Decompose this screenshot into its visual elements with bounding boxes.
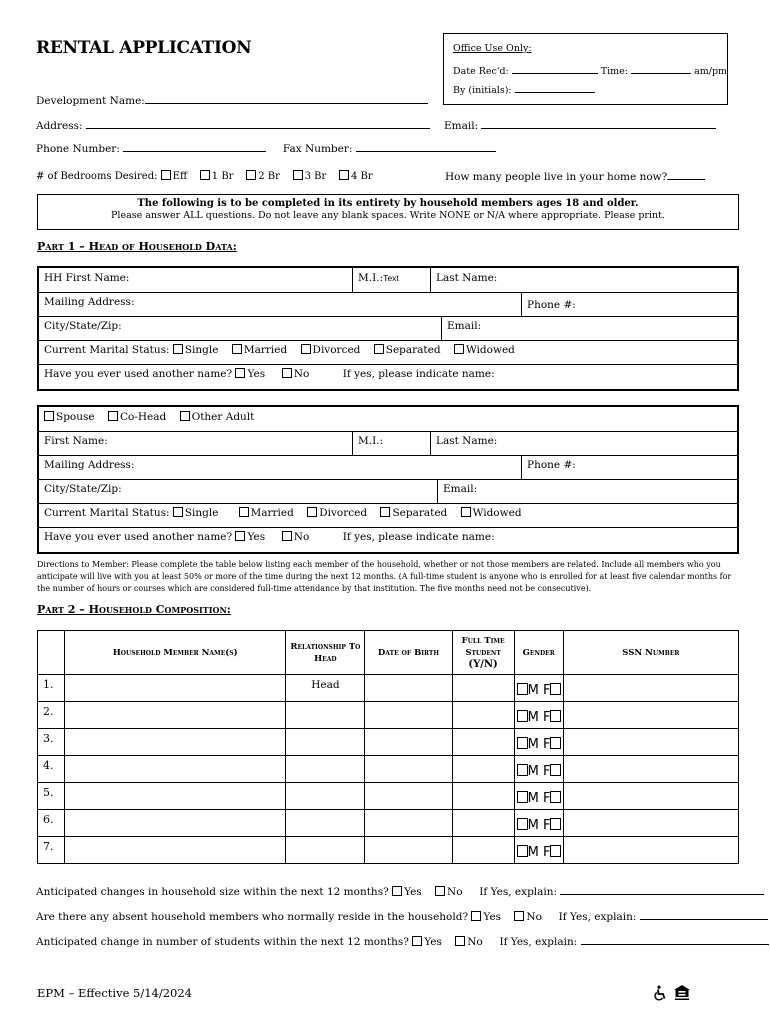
- name-header: Household Member Name(s): [65, 631, 286, 675]
- gender-m-label: M: [527, 710, 539, 725]
- adult-if-yes-label: If yes, please indicate name:: [342, 531, 495, 543]
- hh-other-name-row: [39, 364, 737, 389]
- time-field[interactable]: [631, 63, 691, 74]
- adult-mailing-field[interactable]: [39, 455, 139, 479]
- hh-widowed-checkbox[interactable]: [454, 344, 464, 354]
- marital-option-label: Separated: [385, 344, 441, 356]
- q1-yes-checkbox[interactable]: [392, 886, 402, 896]
- student-cell[interactable]: [452, 810, 514, 837]
- q1-no-checkbox[interactable]: [435, 886, 445, 896]
- gender-cell: [514, 702, 563, 729]
- q3-no-checkbox[interactable]: [455, 936, 465, 946]
- initials-field[interactable]: [515, 82, 595, 93]
- hh-first-name-field[interactable]: [39, 268, 134, 292]
- people-label: How many people live in your home now?: [445, 171, 668, 183]
- row-number-label: 3.: [43, 732, 54, 745]
- student-header-line: Full Time: [461, 635, 505, 646]
- student-cell[interactable]: [452, 729, 514, 756]
- member-name-cell[interactable]: [65, 729, 286, 756]
- date-recd-label: Date Rec'd:: [453, 66, 509, 77]
- student-header-line: Student: [465, 647, 501, 658]
- row-number: [38, 702, 65, 729]
- gender-m-label: M: [527, 818, 539, 833]
- phone-field[interactable]: [123, 141, 266, 152]
- bedroom-eff-checkbox[interactable]: [161, 170, 171, 180]
- row-number-label: 5.: [43, 786, 54, 799]
- hh-name-row: [39, 268, 737, 293]
- student-cell[interactable]: [452, 837, 514, 864]
- table-row: [38, 702, 739, 729]
- member-name-cell[interactable]: [65, 783, 286, 810]
- adult-other-name-yes-checkbox[interactable]: [235, 531, 245, 541]
- ssn-cell[interactable]: [563, 783, 738, 810]
- adult-mi-label: M.I.:: [358, 435, 384, 447]
- development-field[interactable]: [145, 93, 428, 104]
- relationship-cell[interactable]: [286, 783, 365, 810]
- address-label: Address:: [36, 120, 83, 132]
- office-use-heading: Office Use Only:: [453, 43, 532, 54]
- hh-last-name-field[interactable]: [430, 268, 502, 292]
- date-recd-field[interactable]: [512, 63, 598, 74]
- q3-yes-checkbox[interactable]: [412, 936, 422, 946]
- row-number: [38, 756, 65, 783]
- ampm-label: am/pm: [694, 66, 728, 77]
- gender-f-checkbox[interactable]: [550, 710, 561, 722]
- hh-marital-label: Current Marital Status:: [44, 344, 170, 356]
- no-label: No: [467, 936, 483, 948]
- part2-title: Part 2 – Household Composition:: [37, 603, 231, 616]
- adult-email-field[interactable]: [437, 479, 482, 503]
- gender-f-label: F: [543, 737, 551, 752]
- relationship-header: Relationship To Head: [286, 631, 365, 675]
- hh-city-field[interactable]: [39, 316, 127, 340]
- gender-m-checkbox[interactable]: [517, 764, 528, 776]
- adult-city-label: City/State/Zip:: [44, 483, 122, 495]
- hh-email-label: Email:: [447, 320, 482, 332]
- q2-no-checkbox[interactable]: [514, 911, 524, 921]
- yes-label: Yes: [247, 531, 266, 543]
- marital-option-label: Widowed: [472, 507, 522, 519]
- notice-bold: The following is to be completed in its entirety by household members ages 18 and older.: [137, 198, 639, 209]
- relationship-value: Head: [311, 679, 340, 691]
- gender-m-label: M: [527, 845, 539, 860]
- explain-label: If Yes, explain:: [479, 886, 558, 898]
- notice-box: [37, 194, 739, 230]
- member-name-cell[interactable]: [65, 702, 286, 729]
- adult-other-name-no-checkbox[interactable]: [282, 531, 292, 541]
- adult-first-name-field[interactable]: [39, 431, 113, 455]
- question-text: Are there any absent household members who normally reside in the household?: [36, 911, 469, 923]
- adult-phone-label: Phone #:: [527, 459, 576, 471]
- co-head-checkbox[interactable]: [108, 411, 118, 421]
- directions-text: Directions to Member: Please complete the table below listing each member of the household, whether or not those members are related. Include all members who you anticipate will live with you at least 50% or more of the time during the next 12 months. (A full-time student is anyone who is enrolled for at least five calendar months for the number of hours or courses which are considered full-time attendance by that institution. The five months need not be consecutive).: [37, 560, 732, 593]
- part1-title: Part 1 – Head of Household Data:: [37, 240, 237, 253]
- gender-f-checkbox[interactable]: [550, 818, 561, 830]
- relationship-cell[interactable]: [286, 756, 365, 783]
- marital-option-label: Divorced: [312, 344, 361, 356]
- office-use-box: [443, 33, 728, 105]
- no-label: No: [293, 531, 310, 543]
- hh-mi-value: Text: [383, 273, 399, 283]
- adult-first-label: First Name:: [44, 435, 108, 447]
- student-cell[interactable]: [452, 675, 514, 702]
- gender-f-checkbox[interactable]: [550, 764, 561, 776]
- adult-type-label: Other Adult: [191, 411, 255, 423]
- gender-cell: [514, 837, 563, 864]
- hh-mi-label: M.I.:: [358, 272, 384, 284]
- gender-f-label: F: [543, 764, 551, 779]
- row-number: [38, 675, 65, 702]
- other-adult-checkbox[interactable]: [180, 411, 190, 421]
- gender-f-checkbox[interactable]: [550, 791, 561, 803]
- gender-m-checkbox[interactable]: [517, 737, 528, 749]
- no-label: No: [447, 886, 463, 898]
- gender-group: [515, 683, 562, 698]
- table-row: [38, 783, 739, 810]
- hh-phone-field[interactable]: [521, 292, 581, 316]
- gender-group: [515, 845, 562, 860]
- relationship-cell[interactable]: [286, 810, 365, 837]
- gender-f-label: F: [543, 818, 551, 833]
- row-number: [38, 783, 65, 810]
- gender-cell: [514, 729, 563, 756]
- row-number-label: 7.: [43, 840, 54, 853]
- hh-divorced-checkbox[interactable]: [301, 344, 311, 354]
- ssn-header: SSN Number: [563, 631, 738, 675]
- q1-explain-field[interactable]: [560, 884, 764, 895]
- dob-cell[interactable]: [365, 675, 452, 702]
- household-table: [37, 630, 739, 864]
- member-name-cell[interactable]: [65, 675, 286, 702]
- address-field[interactable]: [86, 118, 430, 129]
- bedroom-option-label: 1 Br: [211, 171, 234, 182]
- hh-mailing-field[interactable]: [39, 292, 139, 316]
- hh-phone-label: Phone #:: [527, 299, 576, 311]
- hh-mi-field[interactable]: [352, 268, 404, 292]
- marital-option-label: Married: [243, 344, 288, 356]
- adult-mailing-label: Mailing Address:: [44, 459, 135, 471]
- accessibility-icon: [652, 985, 668, 1005]
- ssn-cell[interactable]: [563, 675, 738, 702]
- adult-marital-label: Current Marital Status:: [44, 507, 170, 519]
- gender-f-checkbox[interactable]: [550, 683, 561, 695]
- address-row: [36, 118, 430, 132]
- adult-other-name-row: [39, 527, 737, 552]
- adult-marital-group: [39, 503, 527, 527]
- hh-email-field[interactable]: [441, 316, 486, 340]
- table-row: [38, 837, 739, 864]
- bedroom-3-checkbox[interactable]: [293, 170, 303, 180]
- gender-m-label: M: [527, 764, 539, 779]
- student-header: [452, 631, 514, 675]
- dob-cell[interactable]: [365, 702, 452, 729]
- gender-m-label: M: [527, 683, 539, 698]
- gender-f-label: F: [543, 710, 551, 725]
- adult-type-label: Spouse: [56, 411, 95, 423]
- table-row: [38, 810, 739, 837]
- ssn-cell[interactable]: [563, 756, 738, 783]
- table-header-row: [38, 631, 739, 675]
- row-number: [38, 810, 65, 837]
- explain-label: If Yes, explain:: [558, 911, 637, 923]
- gender-f-label: F: [543, 791, 551, 806]
- hh-other-name-yes-checkbox[interactable]: [235, 368, 245, 378]
- people-row: [445, 169, 705, 183]
- adult-widowed-checkbox[interactable]: [461, 507, 471, 517]
- hh-city-row: [39, 316, 737, 341]
- hh-mailing-label: Mailing Address:: [44, 296, 135, 308]
- explain-label: If Yes, explain:: [499, 936, 578, 948]
- question-text: Anticipated changes in household size within the next 12 months?: [36, 886, 389, 898]
- gender-group: [515, 791, 562, 806]
- adult-other-name-label: Have you ever used another name?: [44, 531, 233, 543]
- ssn-cell[interactable]: [563, 702, 738, 729]
- hh-first-label: HH First Name:: [44, 272, 130, 284]
- people-field[interactable]: [667, 169, 705, 180]
- marital-option-label: Married: [250, 507, 294, 519]
- office-initials-row: [453, 82, 595, 96]
- gender-group: [515, 764, 562, 779]
- row-number: [38, 729, 65, 756]
- relationship-cell[interactable]: [286, 675, 365, 702]
- fax-label: Fax Number:: [282, 143, 353, 155]
- gender-cell: [514, 675, 563, 702]
- gender-f-label: F: [543, 845, 551, 860]
- relationship-cell[interactable]: [286, 702, 365, 729]
- bedroom-4-checkbox[interactable]: [339, 170, 349, 180]
- adult-type-label: Co-Head: [119, 411, 167, 423]
- adult-married-checkbox[interactable]: [239, 507, 249, 517]
- yes-label: Yes: [404, 886, 422, 898]
- hh-other-name-group: [39, 364, 500, 389]
- num-header: [38, 631, 65, 675]
- relationship-cell[interactable]: [286, 729, 365, 756]
- email-row: [444, 118, 716, 132]
- spouse-checkbox[interactable]: [44, 411, 54, 421]
- adult-email-label: Email:: [443, 483, 478, 495]
- question-row: [36, 934, 769, 948]
- relationship-cell[interactable]: [286, 837, 365, 864]
- dob-cell[interactable]: [365, 729, 452, 756]
- equal-housing-icon: [673, 984, 691, 1005]
- yes-label: Yes: [424, 936, 442, 948]
- hh-city-label: City/State/Zip:: [44, 320, 122, 332]
- q2-yes-checkbox[interactable]: [471, 911, 481, 921]
- adult-other-name-group: [39, 527, 500, 552]
- time-label: Time:: [600, 66, 629, 77]
- marital-option-label: Divorced: [319, 507, 368, 519]
- hh-other-name-no-checkbox[interactable]: [282, 368, 292, 378]
- hh-married-checkbox[interactable]: [232, 344, 242, 354]
- bedroom-option-label: 2 Br: [258, 171, 280, 182]
- yes-label: Yes: [483, 911, 502, 923]
- q3-explain-field[interactable]: [581, 934, 769, 945]
- bedroom-1-checkbox[interactable]: [200, 170, 210, 180]
- table-row: [38, 729, 739, 756]
- bedroom-option-label: 4 Br: [350, 171, 373, 182]
- hh-last-label: Last Name:: [436, 272, 498, 284]
- row-number-label: 6.: [43, 813, 54, 826]
- bedroom-2-checkbox[interactable]: [246, 170, 256, 180]
- gender-group: [515, 710, 562, 725]
- row-number-label: 1.: [43, 678, 54, 691]
- bedroom-option-label: 3 Br: [304, 171, 327, 182]
- adult-phone-field[interactable]: [521, 455, 581, 479]
- row-number: [38, 837, 65, 864]
- additional-adult-box: [37, 405, 739, 554]
- bedroom-option-label: Eff: [172, 171, 188, 182]
- adult-marital-row: [39, 503, 737, 528]
- gender-m-checkbox[interactable]: [517, 683, 528, 695]
- hh-separated-checkbox[interactable]: [374, 344, 384, 354]
- gender-cell: [514, 756, 563, 783]
- office-date-row: [453, 63, 727, 77]
- ssn-cell[interactable]: [563, 729, 738, 756]
- row-number-label: 4.: [43, 759, 54, 772]
- table-row: [38, 756, 739, 783]
- phone-label: Phone Number:: [36, 143, 120, 155]
- yes-label: Yes: [247, 368, 266, 380]
- gender-group: [515, 818, 562, 833]
- footer-text: EPM – Effective 5/14/2024: [37, 986, 193, 1000]
- no-label: No: [526, 911, 542, 923]
- development-row: [36, 93, 428, 107]
- marital-option-label: Single: [184, 344, 219, 356]
- student-cell[interactable]: [452, 783, 514, 810]
- hh-other-name-label: Have you ever used another name?: [44, 368, 233, 380]
- email-label: Email:: [444, 120, 479, 132]
- dob-cell[interactable]: [365, 756, 452, 783]
- adult-mi-field[interactable]: [352, 431, 388, 455]
- dob-header: Date of Birth: [365, 631, 452, 675]
- hh-mailing-row: [39, 292, 737, 317]
- initials-label: By (initials):: [453, 85, 512, 96]
- gender-m-checkbox[interactable]: [517, 845, 528, 857]
- question-row: [36, 909, 768, 923]
- adult-type-row: [39, 407, 737, 432]
- marital-option-label: Widowed: [465, 344, 515, 356]
- gender-header: Gender: [514, 631, 563, 675]
- adult-city-field[interactable]: [39, 479, 127, 503]
- gender-cell: [514, 810, 563, 837]
- development-label: Development Name:: [36, 95, 145, 107]
- marital-option-label: Single: [184, 507, 219, 519]
- phone-fax-row: [36, 141, 496, 155]
- ssn-cell[interactable]: [563, 810, 738, 837]
- notice-text: Please answer ALL questions. Do not leave any blank spaces. Write NONE or N/A where appropriate. Please print.: [111, 210, 665, 221]
- adult-single-checkbox[interactable]: [173, 507, 183, 517]
- member-name-cell[interactable]: [65, 810, 286, 837]
- student-header-line: (Y/N): [468, 658, 498, 670]
- bedrooms-label: # of Bedrooms Desired:: [36, 171, 158, 182]
- dob-cell[interactable]: [365, 837, 452, 864]
- gender-f-checkbox[interactable]: [550, 845, 561, 857]
- member-name-cell[interactable]: [65, 837, 286, 864]
- gender-cell: [514, 783, 563, 810]
- adult-divorced-checkbox[interactable]: [307, 507, 317, 517]
- gender-m-label: M: [527, 737, 539, 752]
- adult-name-row: [39, 431, 737, 456]
- adult-separated-checkbox[interactable]: [380, 507, 390, 517]
- q2-explain-field[interactable]: [640, 909, 768, 920]
- adult-city-row: [39, 479, 737, 504]
- email-field[interactable]: [481, 118, 716, 129]
- page-title: RENTAL APPLICATION: [36, 38, 252, 58]
- gender-group: [515, 737, 562, 752]
- gender-m-checkbox[interactable]: [517, 710, 528, 722]
- hh-single-checkbox[interactable]: [173, 344, 183, 354]
- gender-f-label: F: [543, 683, 551, 698]
- adult-last-name-field[interactable]: [430, 431, 502, 455]
- gender-f-checkbox[interactable]: [550, 737, 561, 749]
- question-text: Anticipated change in number of students within the next 12 months?: [36, 936, 409, 948]
- gender-m-label: M: [527, 791, 539, 806]
- no-label: No: [293, 368, 310, 380]
- bedrooms-row: [36, 170, 373, 182]
- question-row: [36, 884, 764, 898]
- hh-marital-row: [39, 340, 737, 365]
- adult-last-label: Last Name:: [436, 435, 498, 447]
- marital-option-label: Separated: [392, 507, 448, 519]
- gender-m-checkbox[interactable]: [517, 818, 528, 830]
- head-of-household-box: [37, 266, 739, 391]
- hh-if-yes-label: If yes, please indicate name:: [342, 368, 495, 380]
- hh-marital-group: [39, 340, 520, 364]
- dob-cell[interactable]: [365, 810, 452, 837]
- member-name-cell[interactable]: [65, 756, 286, 783]
- row-number-label: 2.: [43, 705, 54, 718]
- adult-mailing-row: [39, 455, 737, 480]
- ssn-cell[interactable]: [563, 837, 738, 864]
- dob-cell[interactable]: [365, 783, 452, 810]
- adult-type-group: [39, 407, 259, 431]
- gender-m-checkbox[interactable]: [517, 791, 528, 803]
- student-cell[interactable]: [452, 702, 514, 729]
- fax-field[interactable]: [356, 141, 496, 152]
- student-cell[interactable]: [452, 756, 514, 783]
- table-row: [38, 675, 739, 702]
